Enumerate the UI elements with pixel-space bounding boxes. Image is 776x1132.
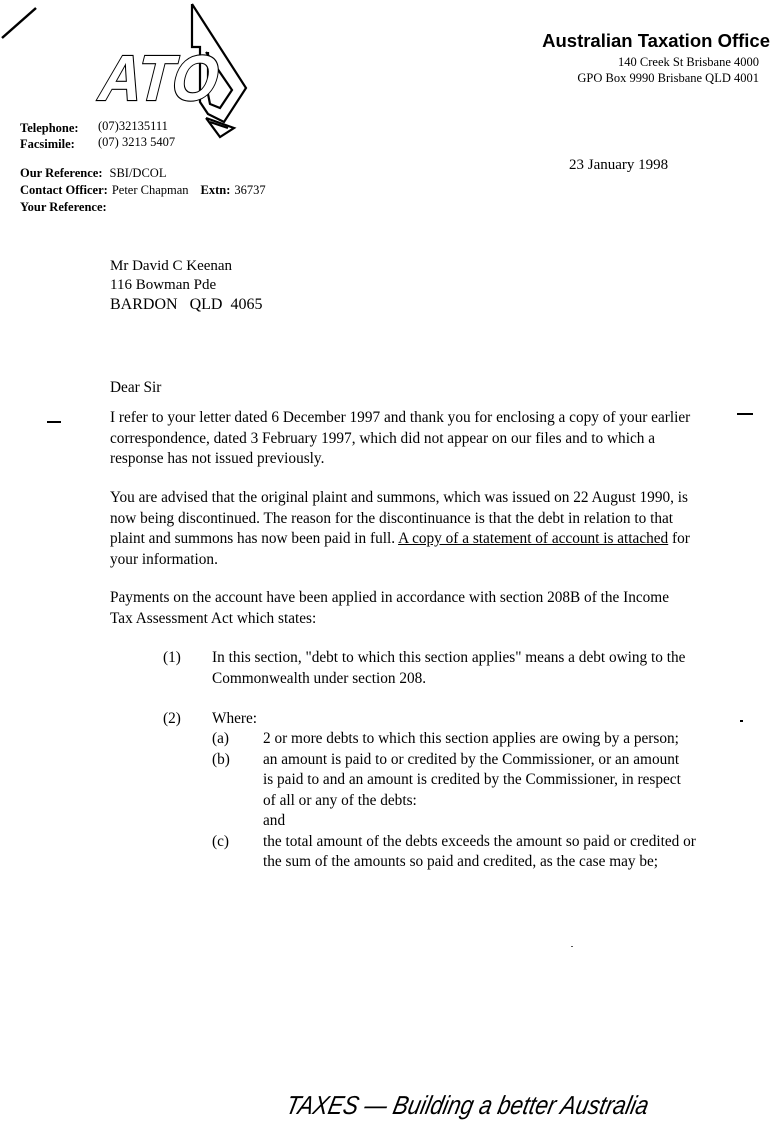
footer-tagline [280, 1080, 709, 1128]
item-text: 2 or more debts to which this section applies are owing by a person; [263, 730, 679, 747]
paragraph-2 [110, 488, 695, 570]
recipient-name: Mr David C Keenan [110, 258, 233, 274]
section-1-number: (1) [163, 649, 181, 666]
salutation: Dear Sir [110, 379, 162, 396]
facsimile-label: Facsimile: [20, 137, 75, 151]
recipient-street: 116 Bowman Pde [110, 277, 217, 293]
tagline-text: TAXES — Building a better Australia [283, 1090, 709, 1120]
your-reference-row [20, 198, 107, 216]
our-reference-value: SBI/DCOL [109, 166, 167, 180]
item-text: and [263, 812, 286, 829]
paragraph-3: Payments on the account have been applied in accordance with section 208B of the Income Tax Assessment Act which states: [110, 589, 669, 627]
section-2-text: Where: [212, 710, 258, 727]
left-margin-mark [47, 421, 61, 423]
section-item [212, 750, 702, 812]
item-number: (c) [212, 832, 229, 850]
facsimile-value: (07) 3213 5407 [98, 135, 176, 149]
item-number: (a) [212, 730, 229, 747]
pen-stroke-mark [0, 4, 40, 42]
office-address-line2: GPO Box 9990 Brisbane QLD 4001 [577, 71, 759, 85]
telephone-value: (07)32135111 [98, 119, 168, 133]
section-2-items [212, 729, 702, 873]
item-text: the total amount of the debts exceeds the amount so paid or credited or the sum of the amounts so paid and credited, as the case may be; [263, 832, 696, 870]
section-item [212, 832, 702, 873]
recipient-address [110, 257, 262, 314]
paragraph-2-end: for your information. [110, 530, 690, 568]
our-reference-row [20, 164, 166, 182]
contact-officer-row [20, 181, 266, 199]
extension-value: 36737 [234, 183, 266, 197]
item-text: an amount is paid to or credited by the Commissioner, or an amount is paid to and an amount is credited by the Commissioner, in respect of all or any of the debts: [263, 750, 681, 809]
recipient-city: BARDON QLD 4065 [110, 296, 263, 313]
extension-label: Extn: [200, 183, 231, 197]
section-2-number: (2) [163, 710, 181, 727]
office-name: Australian Taxation Office [542, 30, 770, 51]
stray-dot-mark [571, 946, 573, 947]
section-item [212, 811, 702, 832]
telephone-label: Telephone: [20, 121, 79, 135]
logo-text: ATO [92, 41, 240, 114]
paragraph-2-text: You are advised that the original plaint and summons, which was issued on 22 August 1990, is now being discontinued. The reason for the discontinuance is that the debt in relation to that plaint and summons has now been paid in full. [110, 489, 688, 547]
contact-officer-value: Peter Chapman [111, 183, 189, 197]
item-number: (b) [212, 750, 230, 768]
letter-date: 23 January 1998 [569, 157, 669, 173]
contact-officer-label: Contact Officer: [20, 183, 108, 197]
office-address-line1: 140 Creek St Brisbane 4000 [618, 55, 759, 69]
section-1-text: In this section, "debt to which this section applies" means a debt owing to the Commonwealth under section 208. [212, 649, 686, 687]
stray-dot-mark [740, 720, 743, 722]
section-item [212, 729, 702, 750]
right-margin-mark [737, 413, 753, 415]
your-reference-label: Your Reference: [20, 200, 107, 214]
our-reference-label: Our Reference: [20, 166, 103, 180]
item-number [212, 811, 263, 832]
paragraph-1: I refer to your letter dated 6 December 1997 and thank you for enclosing a copy of your earlier correspondence, dated 3 February 1997, which did not appear on our files and to which a response has not issued previously. [110, 409, 691, 467]
statement-attached-note: A copy of a statement of account is attached [398, 530, 669, 547]
facsimile-row [20, 135, 176, 153]
